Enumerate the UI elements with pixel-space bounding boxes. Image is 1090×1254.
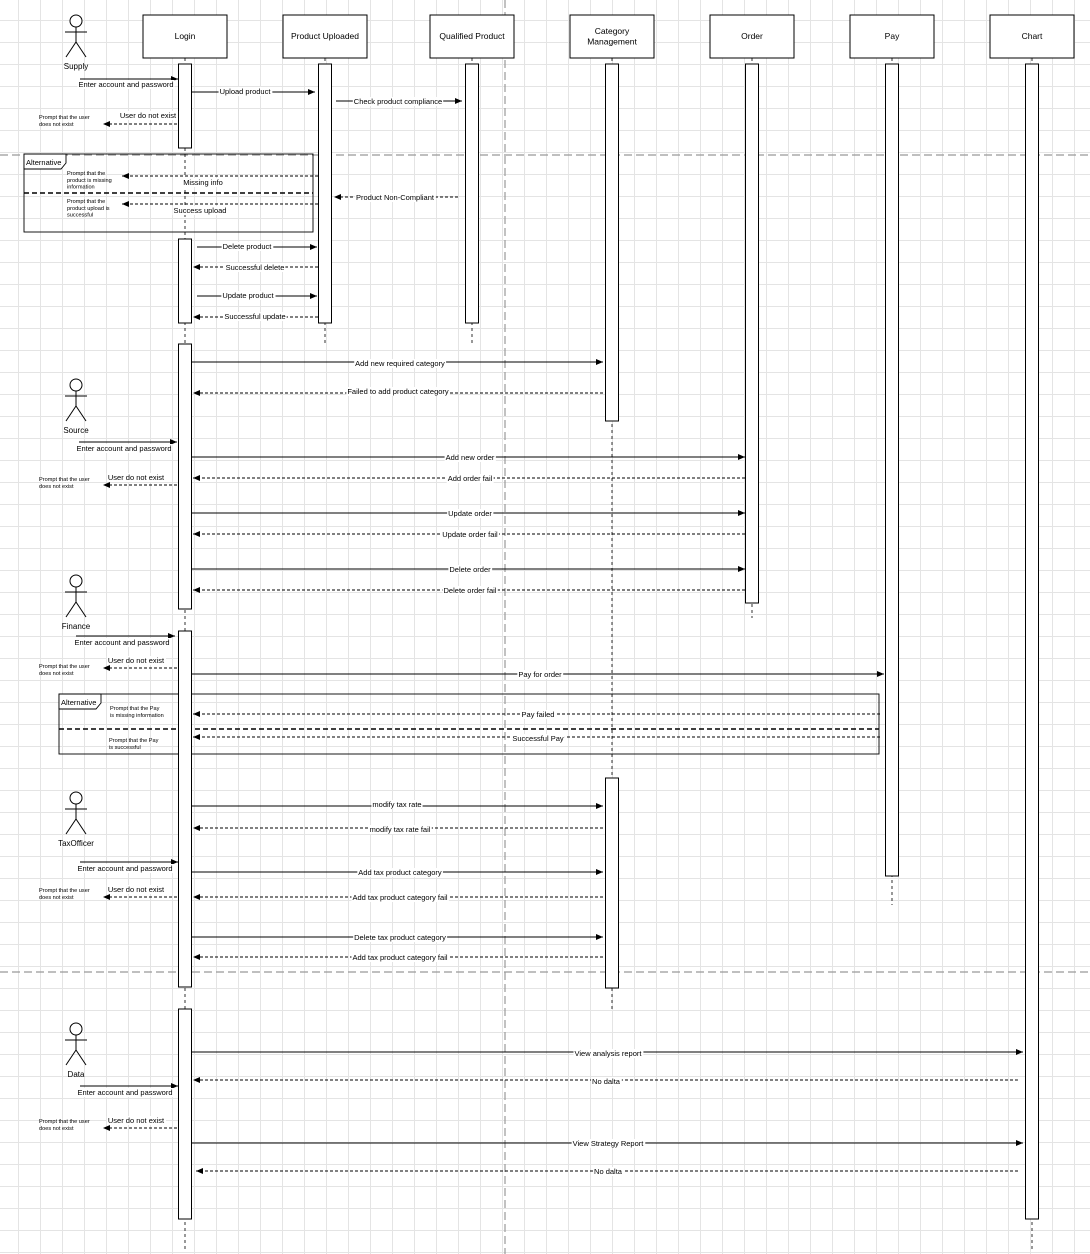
stick-figure-icon [65,15,87,57]
message-call[interactable] [192,670,884,679]
participant-label: Product Uploaded [290,31,360,41]
stick-figure-icon [65,575,87,617]
actor-label: Source [63,426,89,435]
message-label: Upload product [219,87,271,96]
message-label: Add order fail [447,474,493,483]
message-return[interactable] [103,1116,177,1128]
message-call[interactable] [197,291,317,300]
message-label: Successful update [224,312,286,321]
message-return[interactable] [103,885,177,897]
message-call[interactable] [192,933,603,942]
stick-figure-icon [65,379,87,421]
message-return[interactable] [103,656,177,668]
message-return[interactable] [103,473,177,485]
participant-qualified-product[interactable] [430,15,514,58]
participant-chart[interactable] [990,15,1074,58]
activation-bar-login [179,64,192,148]
message-call[interactable] [192,453,745,462]
activation-bar-chart [1026,64,1039,1219]
participant-label: Pay [884,31,900,41]
message-return[interactable] [193,710,880,719]
message-call[interactable] [192,1139,1023,1148]
message-label: User do not exist [107,885,165,894]
prompt-note: Prompt that the Pay is missing information [110,706,164,719]
prompt-note: Prompt that the user does not exist [39,1119,90,1132]
message-return[interactable] [193,825,603,834]
message-call[interactable] [192,868,603,877]
message-call[interactable] [192,87,315,96]
message-label: Add tax product category [358,868,442,877]
actor-supply[interactable] [64,15,88,71]
message-label: Pay for order [518,670,562,679]
actor-label: Supply [63,62,89,71]
message-return[interactable] [193,953,603,962]
actor-finance[interactable] [62,575,91,631]
message-label: View analysis report [574,1049,642,1058]
message-return[interactable] [193,893,603,902]
activation-bar-login [179,1009,192,1219]
message-call[interactable] [192,509,745,518]
stick-figure-icon [65,1023,87,1065]
fragment-label: Alternative [26,158,62,167]
message-label: modify tax rate fail [369,825,431,834]
message-label: Delete product [222,242,272,251]
participant-product-uploaded[interactable] [283,15,367,58]
actor-taxofficer[interactable] [58,792,94,848]
message-call[interactable] [192,565,745,574]
message-label: Enter account and password [76,444,172,453]
message-call[interactable] [336,97,462,106]
message-label: Pay failed [521,710,555,719]
message-call[interactable] [192,359,603,368]
message-return[interactable] [193,1077,1018,1086]
message-label: Check product compliance [353,97,443,106]
participant-label: Order [741,31,763,41]
message-label: Update order [448,509,492,518]
message-label: Delete tax product category [354,933,446,942]
prompt-note: Prompt that the user does not exist [39,477,90,490]
message-label: Failed to add product category [347,387,449,396]
message-label: Add new order [445,453,495,462]
activation-bar-order [746,64,759,603]
message-label: No dalta [594,1167,622,1176]
message-label: Success upload [173,206,227,215]
activation-bar-pay [886,64,899,876]
message-label: View Strategy Report [572,1139,644,1148]
message-label: Enter account and password [78,80,174,89]
actor-data[interactable] [65,1023,87,1079]
message-label: Update product [222,291,274,300]
prompt-note: Prompt that the user does not exist [39,888,90,901]
participant-login[interactable] [143,15,227,58]
participant-label: Qualified Product [439,31,505,41]
activation-bar-product-uploaded [319,64,332,323]
message-label: User do not exist [119,111,177,120]
message-label: Add new required category [355,359,445,368]
participant-category-management[interactable] [570,15,654,58]
alternative-fragment [24,154,313,232]
message-return[interactable] [193,734,880,743]
actor-label: TaxOfficer [58,839,94,848]
activation-bar-qualified-product [466,64,479,323]
message-label: Update order fail [442,530,498,539]
activation-bar-login [179,344,192,609]
message-label: Add tax product category fail [352,953,448,962]
message-call[interactable] [77,79,178,89]
message-call[interactable] [76,1086,178,1097]
message-label: Delete order [449,565,491,574]
message-call[interactable] [197,242,317,251]
stick-figure-icon [65,792,87,834]
actor-label: Finance [61,622,91,631]
message-label: Enter account and password [77,864,173,873]
message-return[interactable] [122,204,318,215]
prompt-note: Prompt that the user does not exist [39,664,90,677]
message-call[interactable] [76,862,178,873]
message-label: User do not exist [107,656,165,665]
participant-order[interactable] [710,15,794,58]
fragment-label: Alternative [61,698,97,707]
message-call[interactable] [192,800,603,809]
message-label: Successful delete [225,263,285,272]
participant-label: Chart [1021,31,1043,41]
message-return[interactable] [122,176,318,187]
message-label: User do not exist [107,1116,165,1125]
participant-label: Category Management [587,26,637,47]
prompt-note: Prompt that the Pay is successful [109,738,159,751]
message-label: User do not exist [107,473,165,482]
message-label: No dalta [592,1077,620,1086]
message-return[interactable] [334,193,458,202]
message-return[interactable] [193,312,318,321]
message-label: Product Non-Compliant [356,193,434,202]
actor-source[interactable] [63,379,89,435]
activation-bar-login [179,631,192,987]
message-label: Enter account and password [77,1088,173,1097]
message-return[interactable] [193,474,745,483]
activation-bar-category-management [606,64,619,421]
message-return[interactable] [193,263,318,272]
message-label: Add tax product category fail [352,893,448,902]
message-label: Delete order fail [443,586,497,595]
message-return[interactable] [193,530,745,539]
message-label: Enter account and password [74,638,170,647]
actor-label: Data [67,1070,85,1079]
participant-pay[interactable] [850,15,934,58]
activation-bar-login [179,239,192,323]
message-return[interactable] [193,387,603,396]
prompt-note: Prompt that the user does not exist [39,115,90,128]
prompt-note: Prompt that the product upload is successful [67,199,110,219]
message-call[interactable] [75,442,177,453]
message-call[interactable] [73,636,175,647]
prompt-note: Prompt that the product is missing information [67,171,112,191]
message-label: Missing info [183,178,223,187]
message-label: Successful Pay [512,734,564,743]
activation-bar-category-management [606,778,619,988]
message-label: modify tax rate [372,800,422,809]
message-return[interactable] [193,586,745,595]
message-return[interactable] [103,111,178,124]
message-call[interactable] [192,1049,1023,1058]
participant-label: Login [174,31,196,41]
message-return[interactable] [196,1167,1018,1176]
